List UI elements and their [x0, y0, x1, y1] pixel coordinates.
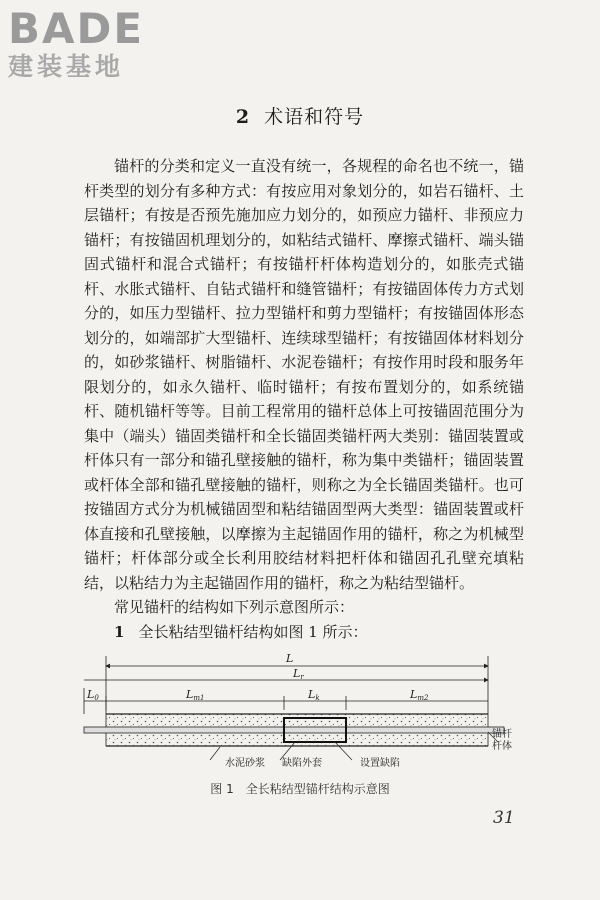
dimension-labels [86, 652, 429, 702]
brand-logo [8, 6, 178, 82]
paragraph-anchor-classification: 锚杆的分类和定义一直没有统一，各规程的命名也不统一，锚杆类型的划分有多种方式：有按应用对象划分的，如岩石锚杆、土层锚杆；有按是否预先施加应力划分的，如预应力锚杆、非预应力锚杆；有按锚固机理划分的，如粘结式锚杆、摩擦式锚杆、端头锚固式锚杆和混合式锚杆；有按锚杆杆体构造划分的，如胀壳式锚杆、水胀式锚杆、自钻式锚杆和缝管锚杆；有按锚固体传力方式划分的，如压力型锚杆、拉力型锚杆和剪力型锚杆；有按锚固体形态划分的，如端部扩大型锚杆、连续球型锚杆；有按锚固体材料划分的，如砂浆锚杆、树脂锚杆、水泥卷锚杆；有按作用时段和服务年限划分的，如永久锚杆、临时锚杆；有按布置划分的，如系统锚杆、随机锚杆等等。目前工程常用的锚杆总体上可按锚固范围分为集中（端头）锚固类锚杆和全长锚固类锚杆两大类别：锚固装置或杆体只有一部分和锚孔壁接触的锚杆，称为集中类锚杆；锚固装置或杆体全部和锚孔壁接触的锚杆，则称之为全长锚固类锚杆。也可按锚固方式分为机械锚固型和粘结锚固型两大类型：锚固装置或杆体直接和孔壁接触，以摩擦为主起锚固作用的锚杆，称之为机械型锚杆；杆体部分或全长利用胶结材料把杆体和锚固孔孔壁充填粘结，以粘结力为主起锚固作用的锚杆，称之为粘结型锚杆。 [84, 157, 524, 592]
body-text [84, 154, 524, 644]
dim-Lm2-label: Lm2 [410, 688, 429, 702]
list-item-text: 全长粘结型锚杆结构如图 1 所示： [138, 622, 368, 641]
label-defect-sleeve: 缺陷外套 [282, 758, 322, 769]
dim-Lr-label: Lr [293, 667, 304, 681]
logo-brand-text: BADE [8, 4, 145, 53]
section-title-text: 术语和符号 [264, 106, 365, 128]
dim-L-label: L [286, 652, 294, 665]
label-anchor-rod-2: 杆体 [492, 741, 512, 752]
list-item-number: 1 [114, 622, 125, 641]
dim-Lm1-label: Lm1 [186, 688, 205, 702]
label-anchor-rod-1: 锚杆 [492, 729, 512, 740]
anchor-rod [84, 727, 504, 733]
dim-Lk-label: Lk [308, 688, 320, 702]
list-item [84, 620, 524, 645]
label-set-defect: 设置缺陷 [360, 758, 400, 769]
anchor-structure-diagram [80, 650, 520, 780]
section-title [0, 102, 600, 129]
figure-caption: 图 1 全长粘结型锚杆结构示意图 [210, 782, 390, 796]
paragraph-structure-intro: 常见锚杆的结构如下列示意图所示： [114, 598, 355, 616]
label-cement-mortar: 水泥砂浆 [225, 758, 265, 769]
dim-L0-label: L0 [87, 688, 99, 702]
logo-subtitle: 建装基地 [8, 52, 125, 81]
section-number: 2 [235, 106, 251, 128]
page-number: 31 [493, 808, 515, 828]
